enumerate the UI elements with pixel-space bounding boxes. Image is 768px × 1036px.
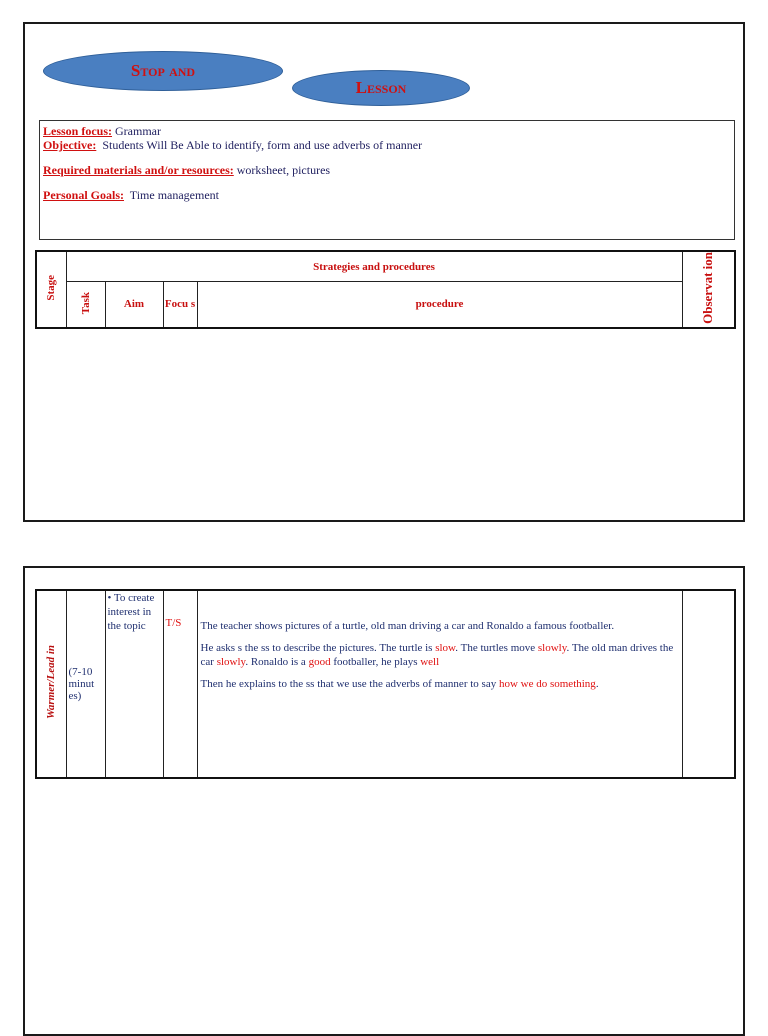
lesson-banner: [292, 70, 470, 106]
procedure-table-header: [35, 250, 736, 329]
stage-header: Stage: [36, 251, 66, 328]
observation-header: Observat ion: [682, 251, 735, 328]
lesson-focus-line: [43, 124, 731, 138]
procedure-para-2: He asks s the ss to describe the pictures. The turtle is slow. The turtles move slowly. The old man drives the car slowly. Ronaldo is a good footballer, he plays well: [200, 642, 674, 668]
time-cell: (7-10 minut es): [66, 590, 105, 778]
goals-value: Time management: [129, 188, 220, 202]
lesson-focus-label: Lesson focus:: [43, 124, 113, 138]
procedure-para-1: The teacher shows pictures of a turtle, old man driving a car and Ronaldo a famous footballer.: [200, 620, 615, 632]
strategies-header: Strategies and procedures: [66, 251, 682, 282]
table-row: [36, 590, 735, 778]
stage-cell: Warmer/Lead in: [36, 590, 66, 778]
materials-label: Required materials and/or resources:: [43, 163, 234, 177]
lesson-plan-page-1: [23, 22, 745, 522]
procedure-table: [35, 589, 736, 779]
goals-line: [43, 188, 731, 202]
focus-header: Focu s: [163, 282, 197, 328]
procedure-cell: [197, 590, 682, 778]
lesson-plan-page-2: [23, 566, 745, 1036]
materials-line: [43, 163, 731, 177]
objective-value: Students Will Be Able to identify, form and use adverbs of manner: [102, 138, 423, 152]
lesson-focus-value: Grammar: [115, 124, 161, 138]
aim-cell: • To create interest in the topic: [105, 590, 163, 778]
objective-line: [43, 138, 731, 152]
aim-header: Aim: [105, 282, 163, 328]
focus-cell: T/S: [163, 590, 197, 778]
observation-cell: [682, 590, 735, 778]
materials-value: worksheet, pictures: [236, 163, 331, 177]
objective-label: Objective:: [43, 138, 97, 152]
goals-label: Personal Goals:: [43, 188, 124, 202]
procedure-header: procedure: [197, 282, 682, 328]
procedure-para-3: Then he explains to the ss that we use the adverbs of manner to say how we do something.: [200, 678, 599, 690]
stop-and-text: Stop and: [130, 61, 196, 80]
task-header: Task: [66, 282, 105, 328]
lesson-text: Lesson: [355, 78, 407, 97]
lesson-info-box: [39, 120, 735, 240]
stop-and-banner: [43, 51, 283, 91]
